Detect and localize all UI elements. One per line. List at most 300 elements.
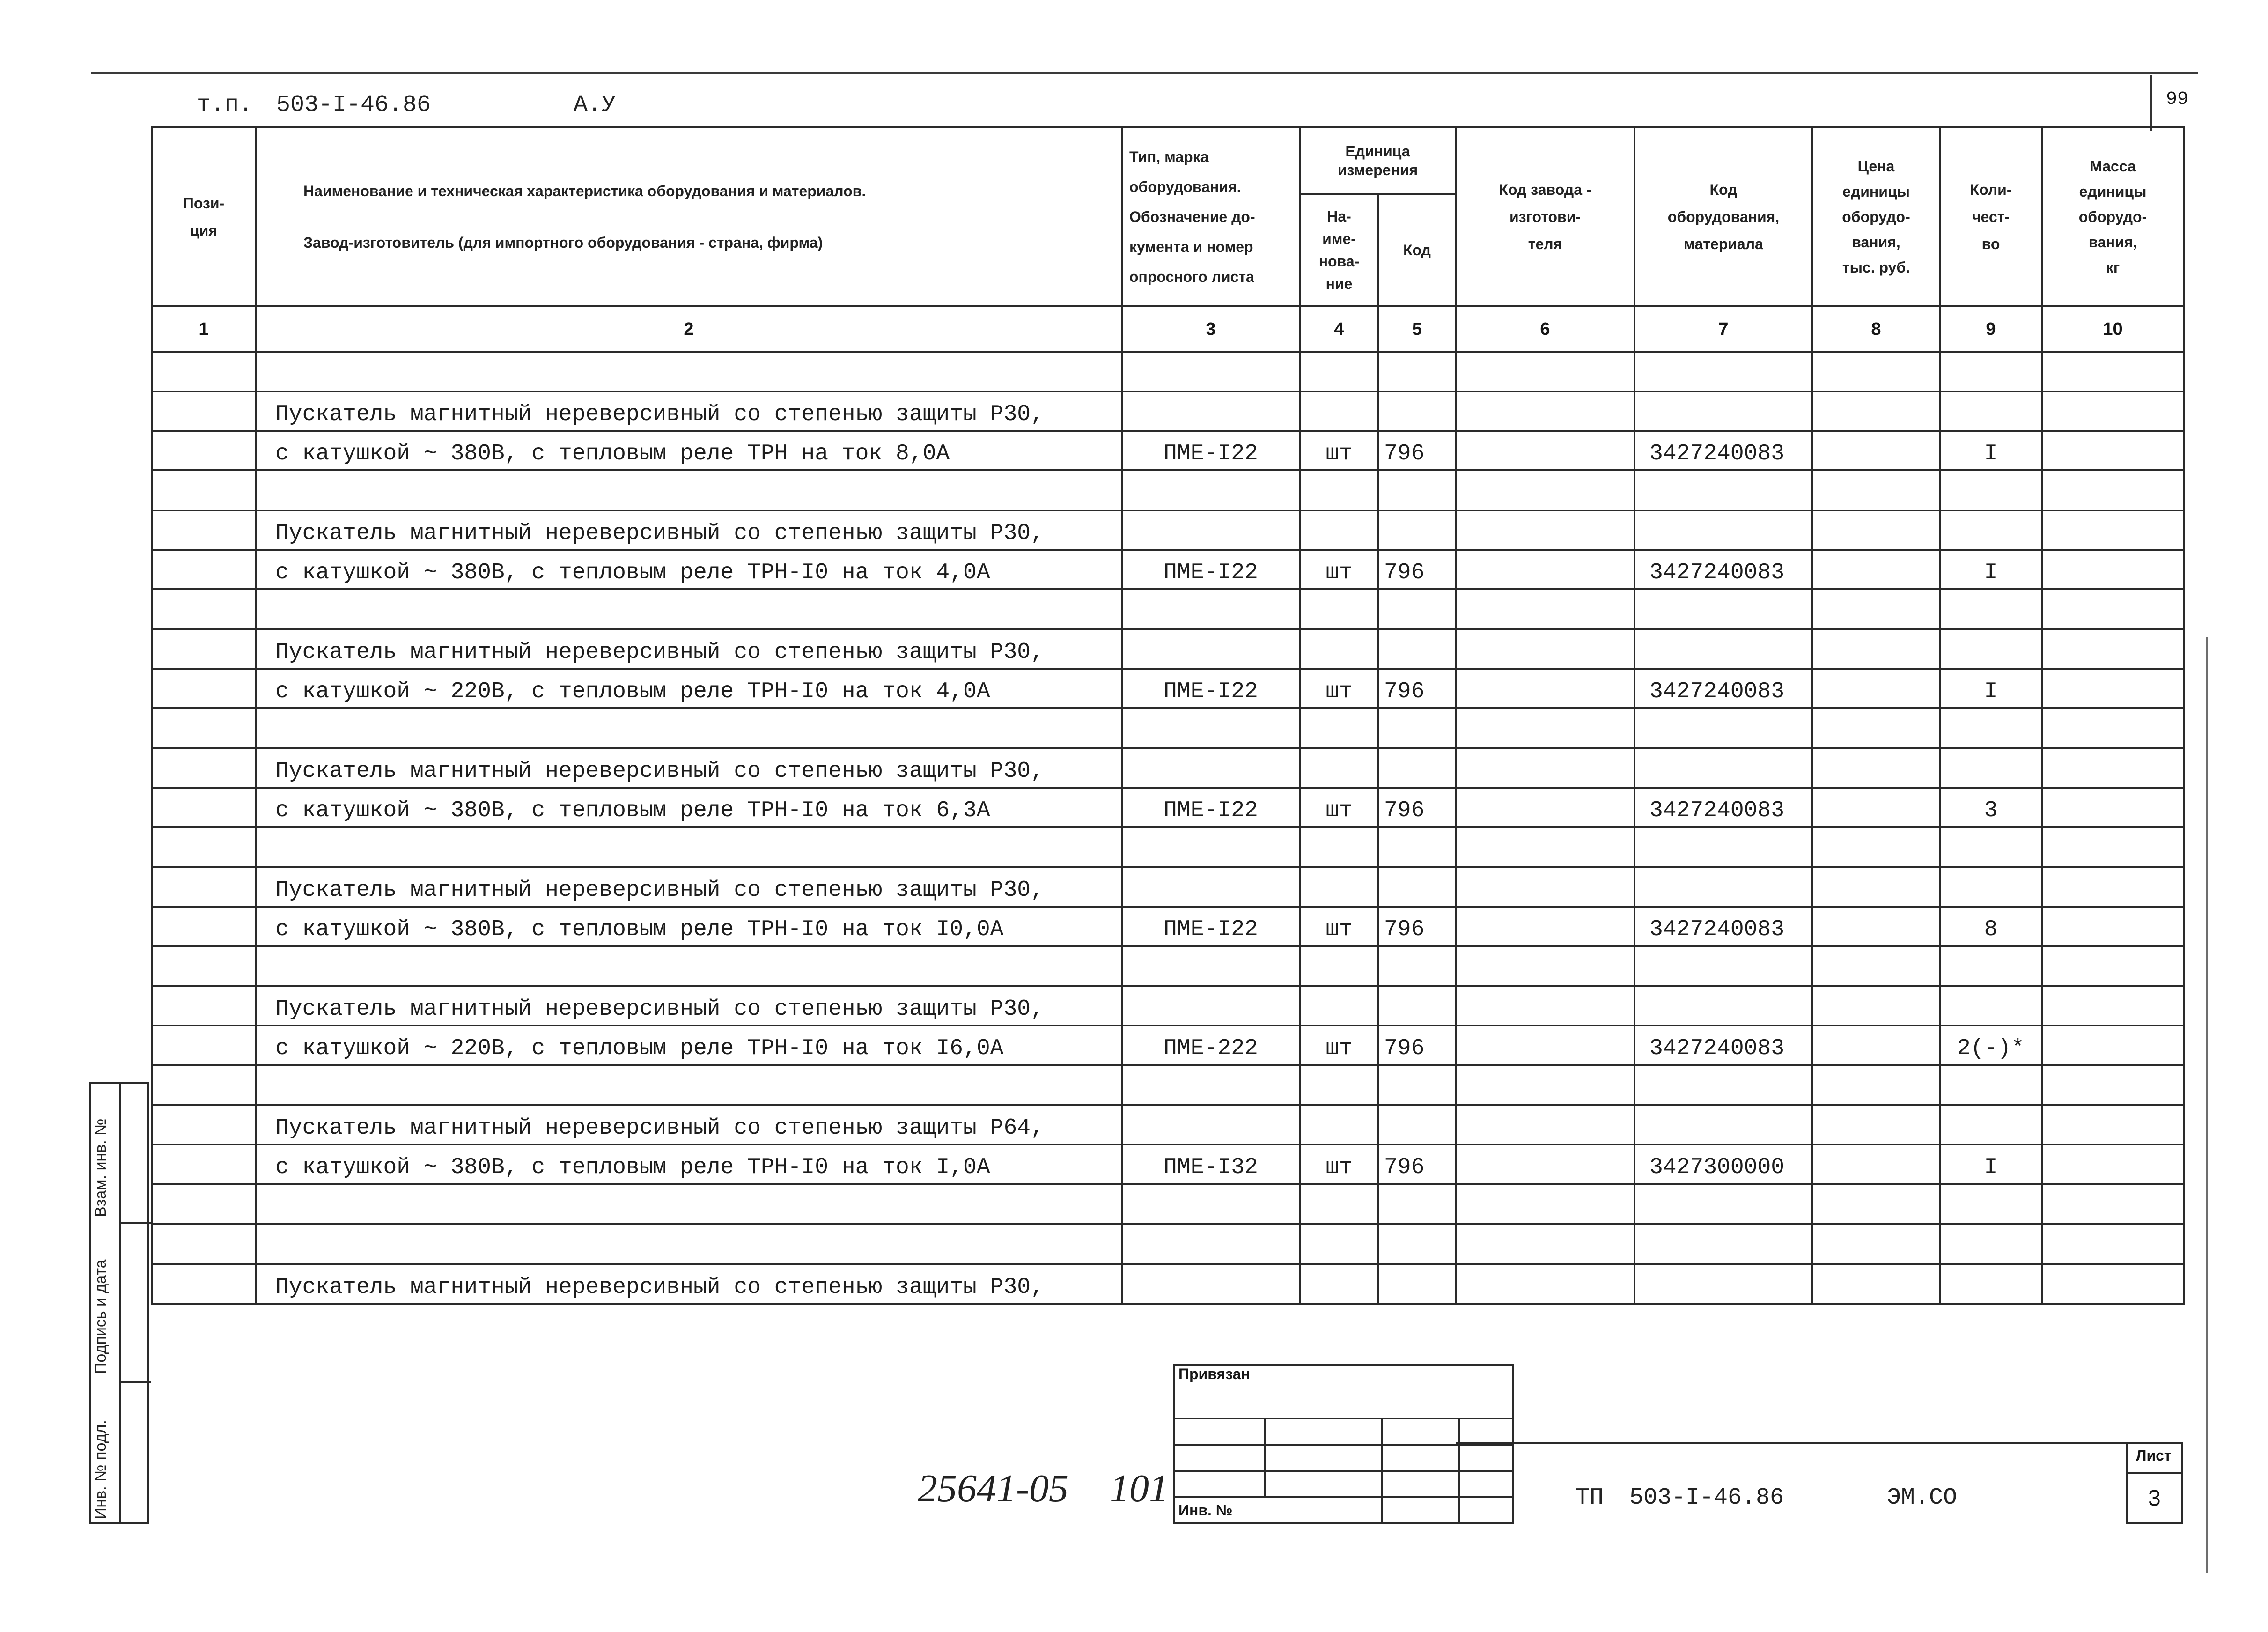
item-name-line2: с катушкой ~ 380В, с тепловым реле ТРН-I0 на ток 6,3А bbox=[256, 788, 1122, 827]
left-sidebar-stamp bbox=[89, 1082, 149, 1524]
empty-cell bbox=[1456, 986, 1635, 1026]
price-cell bbox=[1812, 1026, 1940, 1065]
empty-cell bbox=[1812, 510, 1940, 550]
position-cell bbox=[152, 629, 256, 669]
empty-cell bbox=[1940, 1105, 2042, 1145]
empty-cell bbox=[1635, 986, 1812, 1026]
empty-cell bbox=[1378, 827, 1456, 867]
empty-cell bbox=[1940, 708, 2042, 748]
header-position-text: Пози- ция bbox=[183, 195, 225, 239]
empty-cell bbox=[1635, 470, 1812, 510]
empty-cell bbox=[1300, 629, 1378, 669]
empty-cell bbox=[1940, 946, 2042, 986]
empty-cell bbox=[1122, 986, 1300, 1026]
header-unit bbox=[1300, 127, 1456, 194]
handwritten-number: 25641-05 bbox=[918, 1467, 1068, 1510]
item-row-line2 bbox=[152, 907, 2184, 946]
page-number: 99 bbox=[2165, 89, 2188, 110]
empty-cell bbox=[1122, 748, 1300, 788]
item-equipment-code: 3427240083 bbox=[1635, 669, 1812, 708]
factory-code-cell bbox=[1456, 788, 1635, 827]
empty-cell bbox=[1812, 1224, 1940, 1264]
empty-cell bbox=[1122, 1224, 1300, 1264]
empty-cell bbox=[1940, 510, 2042, 550]
empty-cell bbox=[256, 589, 1122, 629]
empty-cell bbox=[1812, 391, 1940, 431]
factory-code-cell bbox=[1456, 669, 1635, 708]
item-type: ПМЕ-I22 bbox=[1122, 788, 1300, 827]
linkage-stamp bbox=[1173, 1364, 1514, 1524]
empty-cell bbox=[2042, 1224, 2184, 1264]
col-number: 7 bbox=[1635, 306, 1812, 352]
empty-cell bbox=[1122, 589, 1300, 629]
empty-cell bbox=[2042, 1184, 2184, 1224]
empty-cell bbox=[152, 1065, 256, 1105]
empty-cell bbox=[1300, 748, 1378, 788]
spacer-row bbox=[152, 827, 2184, 867]
spacer-row bbox=[152, 470, 2184, 510]
empty-cell bbox=[2042, 708, 2184, 748]
position-cell bbox=[152, 391, 256, 431]
position-cell bbox=[152, 550, 256, 589]
header-unit-name-text: На- име- нова- ние bbox=[1318, 208, 1360, 292]
handwritten-number-2: 101 bbox=[1110, 1467, 1169, 1510]
item-row-line1 bbox=[152, 629, 2184, 669]
header-mass bbox=[2042, 127, 2184, 306]
empty-cell bbox=[1378, 986, 1456, 1026]
position-cell bbox=[152, 907, 256, 946]
item-name-line1: Пускатель магнитный нереверсивный со степенью защиты Р30, bbox=[256, 748, 1122, 788]
item-unit: шт bbox=[1300, 1145, 1378, 1184]
empty-cell bbox=[1635, 589, 1812, 629]
header-mass-text: Масса единицы оборудо- вания, кг bbox=[2078, 158, 2147, 276]
empty-cell bbox=[1456, 1105, 1635, 1145]
empty-cell bbox=[256, 827, 1122, 867]
header-equipment-code bbox=[1635, 127, 1812, 306]
position-cell bbox=[152, 431, 256, 470]
empty-cell bbox=[1300, 827, 1378, 867]
specification-table bbox=[151, 126, 2185, 1305]
empty-cell bbox=[1378, 946, 1456, 986]
item-unit: шт bbox=[1300, 1026, 1378, 1065]
empty-cell bbox=[2042, 986, 2184, 1026]
empty-cell bbox=[1456, 1224, 1635, 1264]
position-cell bbox=[152, 867, 256, 907]
empty-cell bbox=[1378, 470, 1456, 510]
item-unit-code: 796 bbox=[1378, 550, 1456, 589]
col-number: 10 bbox=[2042, 306, 2184, 352]
empty-cell bbox=[1812, 986, 1940, 1026]
empty-cell bbox=[1812, 1105, 1940, 1145]
position-cell bbox=[152, 1105, 256, 1145]
spacer-row bbox=[152, 1065, 2184, 1105]
empty-cell bbox=[2042, 1264, 2184, 1304]
empty-cell bbox=[1635, 1105, 1812, 1145]
inv-label: Инв. № bbox=[1174, 1497, 1382, 1523]
item-quantity: I bbox=[1940, 1145, 2042, 1184]
header-unit-code-text: Код bbox=[1403, 242, 1431, 258]
empty-cell bbox=[1300, 1065, 1378, 1105]
empty-cell bbox=[1378, 391, 1456, 431]
empty-cell bbox=[1940, 827, 2042, 867]
item-row-line2 bbox=[152, 1145, 2184, 1184]
empty-cell bbox=[1122, 946, 1300, 986]
mass-cell bbox=[2042, 431, 2184, 470]
empty-cell bbox=[1940, 867, 2042, 907]
empty-cell bbox=[1378, 1184, 1456, 1224]
top-rule bbox=[91, 72, 2198, 74]
item-equipment-code: 3427240083 bbox=[1635, 550, 1812, 589]
mass-cell bbox=[2042, 1026, 2184, 1065]
header-factory-code bbox=[1456, 127, 1635, 306]
factory-code-cell bbox=[1456, 1145, 1635, 1184]
empty-cell bbox=[1635, 1065, 1812, 1105]
factory-code-cell bbox=[1456, 907, 1635, 946]
empty-cell bbox=[152, 708, 256, 748]
empty-cell bbox=[1300, 1264, 1378, 1304]
empty-cell bbox=[1940, 589, 2042, 629]
empty-cell bbox=[1122, 867, 1300, 907]
item-name-line2: с катушкой ~ 380В, с тепловым реле ТРН-I0 на ток I,0А bbox=[256, 1145, 1122, 1184]
price-cell bbox=[1812, 431, 1940, 470]
item-name-line1: Пускатель магнитный нереверсивный со степенью защиты Р30, bbox=[256, 1264, 1122, 1304]
item-type: ПМЕ-I22 bbox=[1122, 907, 1300, 946]
item-equipment-code: 3427240083 bbox=[1635, 788, 1812, 827]
empty-cell bbox=[1940, 1264, 2042, 1304]
empty-cell bbox=[1122, 391, 1300, 431]
item-row-line2 bbox=[152, 431, 2184, 470]
header-equipment-code-text: Код оборудования, материала bbox=[1667, 181, 1780, 252]
factory-code-cell bbox=[1456, 550, 1635, 589]
project-code: 503-I-46.86 bbox=[276, 92, 431, 118]
header-name-line2: Завод-изготовитель (для импортного оборудования - страна, фирма) bbox=[303, 234, 823, 251]
empty-cell bbox=[1122, 510, 1300, 550]
inv-orig-label: Инв. № подл. bbox=[92, 1420, 110, 1519]
spacer-row bbox=[152, 1184, 2184, 1224]
spacer-row bbox=[152, 352, 2184, 391]
spacer-row bbox=[152, 946, 2184, 986]
item-unit-code: 796 bbox=[1378, 1145, 1456, 1184]
column-number-row bbox=[152, 306, 2184, 352]
empty-cell bbox=[1456, 1184, 1635, 1224]
empty-cell bbox=[1378, 748, 1456, 788]
empty-cell bbox=[2042, 470, 2184, 510]
empty-cell bbox=[1635, 1184, 1812, 1224]
empty-cell bbox=[1300, 391, 1378, 431]
empty-cell bbox=[1812, 827, 1940, 867]
item-unit: шт bbox=[1300, 788, 1378, 827]
item-unit-code: 796 bbox=[1378, 1026, 1456, 1065]
item-name-line2: с катушкой ~ 380В, с тепловым реле ТРН-I0 на ток 4,0А bbox=[256, 550, 1122, 589]
empty-cell bbox=[1456, 827, 1635, 867]
empty-cell bbox=[256, 946, 1122, 986]
mass-cell bbox=[2042, 550, 2184, 589]
col-number: 2 bbox=[256, 306, 1122, 352]
mass-cell bbox=[2042, 1145, 2184, 1184]
empty-cell bbox=[1812, 1184, 1940, 1224]
header-name-line1: Наименование и техническая характеристика оборудования и материалов. bbox=[303, 183, 866, 199]
empty-cell bbox=[1122, 827, 1300, 867]
col-number: 4 bbox=[1300, 306, 1378, 352]
col-number: 3 bbox=[1122, 306, 1300, 352]
item-row-line1 bbox=[152, 986, 2184, 1026]
empty-cell bbox=[152, 470, 256, 510]
item-equipment-code: 3427240083 bbox=[1635, 431, 1812, 470]
empty-cell bbox=[1456, 391, 1635, 431]
item-unit-code: 796 bbox=[1378, 431, 1456, 470]
col-number: 5 bbox=[1378, 306, 1456, 352]
inv-replace-label: Взам. инв. № bbox=[92, 1118, 110, 1217]
col-number: 8 bbox=[1812, 306, 1940, 352]
spacer-row bbox=[152, 708, 2184, 748]
item-type: ПМЕ-I32 bbox=[1122, 1145, 1300, 1184]
header-unit-text: Единица измерения bbox=[1337, 143, 1418, 178]
col-number: 6 bbox=[1456, 306, 1635, 352]
empty-cell bbox=[152, 827, 256, 867]
item-unit: шт bbox=[1300, 907, 1378, 946]
item-name-line2: с катушкой ~ 220В, с тепловым реле ТРН-I0 на ток I6,0А bbox=[256, 1026, 1122, 1065]
empty-cell bbox=[152, 1224, 256, 1264]
empty-cell bbox=[1300, 470, 1378, 510]
item-row-line1 bbox=[152, 867, 2184, 907]
empty-cell bbox=[256, 470, 1122, 510]
price-cell bbox=[1812, 669, 1940, 708]
item-name-line2: с катушкой ~ 380В, с тепловым реле ТРН на ток 8,0А bbox=[256, 431, 1122, 470]
item-equipment-code: 3427240083 bbox=[1635, 907, 1812, 946]
header-quantity-text: Коли- чест- во bbox=[1970, 181, 2012, 252]
empty-cell bbox=[1940, 986, 2042, 1026]
empty-cell bbox=[152, 1184, 256, 1224]
item-equipment-code: 3427300000 bbox=[1635, 1145, 1812, 1184]
empty-cell bbox=[1300, 946, 1378, 986]
title-block-line bbox=[1456, 1442, 2126, 1444]
empty-cell bbox=[1812, 946, 1940, 986]
item-row-line1 bbox=[152, 748, 2184, 788]
empty-cell bbox=[1635, 827, 1812, 867]
empty-cell bbox=[1635, 1224, 1812, 1264]
factory-code-cell bbox=[1456, 1026, 1635, 1065]
item-row-line2 bbox=[152, 550, 2184, 589]
empty-cell bbox=[1456, 510, 1635, 550]
empty-cell bbox=[1940, 470, 2042, 510]
doc-code: 503-I-46.86 bbox=[1629, 1484, 1784, 1511]
item-name-line2: с катушкой ~ 220В, с тепловым реле ТРН-I0 на ток 4,0А bbox=[256, 669, 1122, 708]
scan-edge-line bbox=[2206, 637, 2208, 1573]
position-cell bbox=[152, 788, 256, 827]
empty-cell bbox=[1635, 946, 1812, 986]
empty-cell bbox=[1456, 589, 1635, 629]
header-factory-code-text: Код завода - изготови- теля bbox=[1499, 181, 1591, 252]
item-row-line2 bbox=[152, 1026, 2184, 1065]
item-quantity: 2(-)* bbox=[1940, 1026, 2042, 1065]
empty-cell bbox=[1378, 708, 1456, 748]
empty-cell bbox=[1122, 708, 1300, 748]
empty-cell bbox=[1122, 470, 1300, 510]
item-name-line2: с катушкой ~ 380В, с тепловым реле ТРН-I0 на ток I0,0А bbox=[256, 907, 1122, 946]
position-cell bbox=[152, 669, 256, 708]
item-unit-code: 796 bbox=[1378, 788, 1456, 827]
header-quantity bbox=[1940, 127, 2042, 306]
price-cell bbox=[1812, 550, 1940, 589]
empty-cell bbox=[1456, 629, 1635, 669]
item-quantity: I bbox=[1940, 431, 2042, 470]
empty-cell bbox=[256, 1184, 1122, 1224]
empty-cell bbox=[2042, 1065, 2184, 1105]
empty-cell bbox=[256, 708, 1122, 748]
empty-cell bbox=[1456, 1065, 1635, 1105]
item-name-line1: Пускатель магнитный нереверсивный со степенью защиты Р30, bbox=[256, 510, 1122, 550]
empty-cell bbox=[256, 1065, 1122, 1105]
empty-cell bbox=[1635, 1264, 1812, 1304]
empty-cell bbox=[1300, 1184, 1378, 1224]
item-quantity: 3 bbox=[1940, 788, 2042, 827]
position-cell bbox=[152, 510, 256, 550]
empty-cell bbox=[1940, 391, 2042, 431]
empty-cell bbox=[1812, 1065, 1940, 1105]
page-edge-mark bbox=[2150, 75, 2152, 131]
empty-cell bbox=[1378, 1224, 1456, 1264]
item-row-line1 bbox=[152, 391, 2184, 431]
sign-date-label: Подпись и дата bbox=[92, 1259, 110, 1374]
empty-cell bbox=[1300, 867, 1378, 907]
header-type-text: Тип, марка оборудования. Обозначение до- кумента и номер опросного листа bbox=[1129, 148, 1255, 285]
mass-cell bbox=[2042, 907, 2184, 946]
empty-cell bbox=[1378, 589, 1456, 629]
item-row-line2 bbox=[152, 788, 2184, 827]
spacer-row bbox=[152, 589, 2184, 629]
empty-cell bbox=[1300, 986, 1378, 1026]
empty-cell bbox=[1378, 1105, 1456, 1145]
item-row-line2 bbox=[152, 669, 2184, 708]
item-equipment-code: 3427240083 bbox=[1635, 1026, 1812, 1065]
item-type: ПМЕ-I22 bbox=[1122, 431, 1300, 470]
empty-cell bbox=[1378, 1264, 1456, 1304]
position-cell bbox=[152, 1264, 256, 1304]
empty-cell bbox=[1456, 867, 1635, 907]
empty-cell bbox=[1635, 748, 1812, 788]
mass-cell bbox=[2042, 788, 2184, 827]
position-cell bbox=[152, 1026, 256, 1065]
spacer-row bbox=[152, 1224, 2184, 1264]
empty-cell bbox=[1456, 1264, 1635, 1304]
empty-cell bbox=[2042, 946, 2184, 986]
empty-cell bbox=[256, 1224, 1122, 1264]
item-name-line1: Пускатель магнитный нереверсивный со степенью защиты Р30, bbox=[256, 986, 1122, 1026]
col-number: 9 bbox=[1940, 306, 2042, 352]
item-row-line1 bbox=[152, 1264, 2184, 1304]
empty-cell bbox=[152, 946, 256, 986]
empty-cell bbox=[1940, 1224, 2042, 1264]
empty-cell bbox=[1122, 1264, 1300, 1304]
item-name-line1: Пускатель магнитный нереверсивный со степенью защиты Р64, bbox=[256, 1105, 1122, 1145]
empty-cell bbox=[1940, 1065, 2042, 1105]
sheet-label: Лист bbox=[2136, 1447, 2172, 1464]
empty-cell bbox=[1122, 1105, 1300, 1145]
empty-cell bbox=[1940, 629, 2042, 669]
album-mark: А.У bbox=[574, 92, 616, 118]
empty-cell bbox=[1812, 748, 1940, 788]
empty-cell bbox=[1456, 748, 1635, 788]
empty-cell bbox=[1812, 867, 1940, 907]
empty-cell bbox=[1812, 629, 1940, 669]
empty-cell bbox=[1812, 470, 1940, 510]
item-name-line1: Пускатель магнитный нереверсивный со степенью защиты Р30, bbox=[256, 867, 1122, 907]
header-type bbox=[1122, 127, 1300, 306]
empty-cell bbox=[2042, 827, 2184, 867]
item-unit-code: 796 bbox=[1378, 669, 1456, 708]
empty-cell bbox=[1940, 1184, 2042, 1224]
item-unit: шт bbox=[1300, 550, 1378, 589]
header-name bbox=[256, 127, 1122, 306]
empty-cell bbox=[1456, 708, 1635, 748]
item-name-line1: Пускатель магнитный нереверсивный со степенью защиты Р30, bbox=[256, 629, 1122, 669]
empty-cell bbox=[1940, 748, 2042, 788]
price-cell bbox=[1812, 907, 1940, 946]
item-type: ПМЕ-I22 bbox=[1122, 550, 1300, 589]
empty-cell bbox=[2042, 1105, 2184, 1145]
empty-cell bbox=[1378, 1065, 1456, 1105]
item-unit: шт bbox=[1300, 669, 1378, 708]
item-name-line1: Пускатель магнитный нереверсивный со степенью защиты Р30, bbox=[256, 391, 1122, 431]
empty-cell bbox=[1122, 1065, 1300, 1105]
factory-code-cell bbox=[1456, 431, 1635, 470]
item-row-line1 bbox=[152, 1105, 2184, 1145]
item-unit: шт bbox=[1300, 431, 1378, 470]
empty-cell bbox=[1812, 708, 1940, 748]
empty-cell bbox=[2042, 629, 2184, 669]
empty-cell bbox=[1300, 589, 1378, 629]
item-unit-code: 796 bbox=[1378, 907, 1456, 946]
empty-cell bbox=[2042, 748, 2184, 788]
mass-cell bbox=[2042, 669, 2184, 708]
header-unit-name bbox=[1300, 194, 1378, 306]
empty-cell bbox=[1635, 510, 1812, 550]
item-type: ПМЕ-I22 bbox=[1122, 669, 1300, 708]
empty-cell bbox=[1635, 867, 1812, 907]
header-unit-code bbox=[1378, 194, 1456, 306]
empty-cell bbox=[1378, 510, 1456, 550]
position-cell bbox=[152, 986, 256, 1026]
linked-label: Привязан bbox=[1174, 1365, 1513, 1418]
header-position bbox=[152, 127, 256, 306]
doc-mark: ЭМ.СО bbox=[1887, 1484, 1958, 1511]
empty-cell bbox=[2042, 867, 2184, 907]
col-number: 1 bbox=[152, 306, 256, 352]
price-cell bbox=[1812, 788, 1940, 827]
empty-cell bbox=[1635, 708, 1812, 748]
empty-cell bbox=[1456, 470, 1635, 510]
empty-cell bbox=[1300, 1105, 1378, 1145]
empty-cell bbox=[2042, 391, 2184, 431]
header-price-text: Цена единицы оборудо- вания, тыс. руб. bbox=[1842, 158, 1910, 276]
sheet-number: 3 bbox=[2148, 1486, 2161, 1511]
project-prefix: т.п. bbox=[197, 92, 253, 118]
empty-cell bbox=[1812, 589, 1940, 629]
sheet-box bbox=[2126, 1442, 2183, 1524]
position-cell bbox=[152, 748, 256, 788]
item-quantity: I bbox=[1940, 550, 2042, 589]
empty-cell bbox=[1456, 946, 1635, 986]
item-type: ПМЕ-222 bbox=[1122, 1026, 1300, 1065]
item-quantity: I bbox=[1940, 669, 2042, 708]
empty-cell bbox=[1378, 867, 1456, 907]
empty-cell bbox=[1300, 510, 1378, 550]
empty-cell bbox=[2042, 589, 2184, 629]
empty-cell bbox=[1635, 391, 1812, 431]
empty-cell bbox=[1122, 629, 1300, 669]
position-cell bbox=[152, 1145, 256, 1184]
doc-prefix: ТП bbox=[1576, 1484, 1604, 1511]
